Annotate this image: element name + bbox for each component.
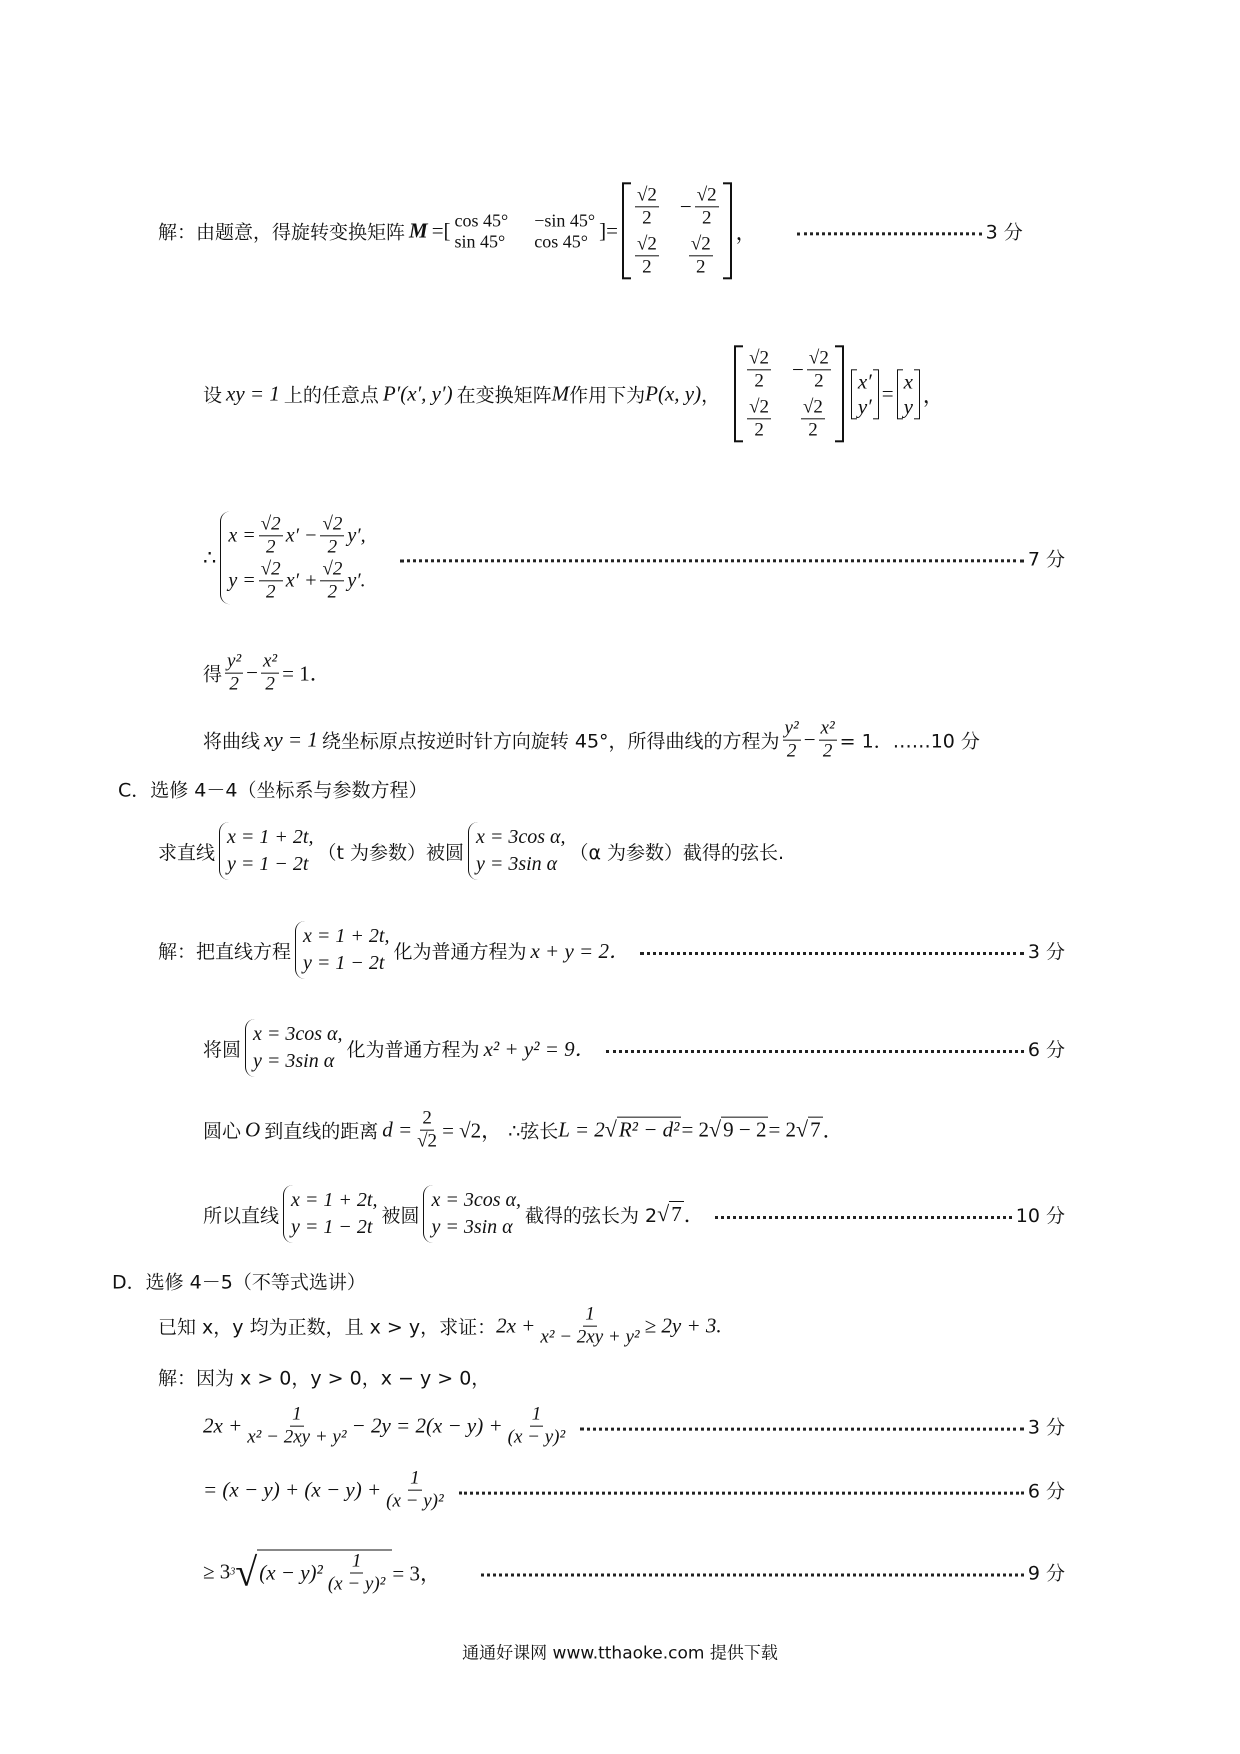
- score: 10 分: [1015, 1204, 1065, 1227]
- math-text: (x − y)²: [327, 1573, 386, 1595]
- radical: [657, 1201, 684, 1227]
- math-text: 2: [229, 673, 239, 695]
- math-text: √2: [808, 347, 829, 369]
- math-text: 2: [696, 255, 706, 277]
- math-text: √2: [690, 233, 711, 254]
- math-text: 到直线的距离: [264, 1120, 379, 1143]
- math-text: y = 3sin α: [431, 1216, 513, 1238]
- math-text: ．: [683, 1203, 705, 1227]
- score: 3 分: [985, 221, 1023, 244]
- math-text: x + y = 2．: [530, 939, 630, 963]
- text: 解：由题意，得旋转变换矩阵: [158, 221, 406, 244]
- math-text: R² − d²: [618, 1118, 680, 1142]
- rotation-matrix-line: [158, 182, 1065, 279]
- math-text: y = 3sin α: [253, 1050, 335, 1072]
- score: 6 分: [1027, 1038, 1065, 1061]
- math-text: x = 3cos α,: [253, 1023, 343, 1045]
- math-text: x =: [228, 524, 256, 547]
- fraction: [819, 718, 837, 763]
- equation-system: [468, 822, 566, 880]
- math-text: [: [443, 218, 451, 243]
- math-text: 2: [265, 536, 276, 558]
- fraction: [747, 347, 771, 392]
- equation-system: [295, 921, 389, 979]
- equals: =: [431, 218, 444, 243]
- math-text: [680, 184, 722, 229]
- math-text: y = 1 − 2t: [227, 853, 309, 875]
- math-text: 9 − 2: [723, 1118, 767, 1142]
- math-text: ]: [599, 218, 607, 243]
- sqrt2-matrix: [622, 182, 732, 279]
- math-text: 圆心: [203, 1120, 242, 1143]
- math-text: 3: [230, 1566, 236, 1578]
- math-text: 2: [822, 740, 833, 762]
- math-text: y =: [228, 568, 256, 591]
- fraction: [683, 233, 719, 278]
- section-d-question: [158, 1304, 722, 1349]
- math-text: =: [881, 381, 894, 406]
- math-text: 7: [810, 1118, 821, 1142]
- math-text: 求直线: [158, 841, 216, 864]
- math-text: 1: [531, 1403, 542, 1425]
- math-text: 将曲线: [203, 730, 261, 753]
- fraction: [415, 1108, 439, 1153]
- sqrt2-matrix: [734, 345, 844, 442]
- section-d-step3: [203, 1468, 1065, 1513]
- math-text: x = 3cos α,: [431, 1189, 521, 1211]
- fraction: [783, 718, 801, 763]
- section-c-title: C．选修 4－4（坐标系与参数方程）: [118, 779, 428, 802]
- math-text: √2: [749, 347, 770, 369]
- section-c-step1: [158, 921, 1065, 979]
- math-text: 2: [701, 207, 712, 229]
- dot-leader: [606, 1050, 1024, 1053]
- math-text: （t 为参数）被圆: [317, 841, 464, 864]
- fraction: [747, 396, 771, 441]
- section-d-title: D．选修 4－5（不等式选讲）: [112, 1271, 366, 1294]
- math-text: (x − y)²: [386, 1490, 444, 1512]
- math-text: M: [551, 381, 570, 406]
- math-text: 截得的弦长为 2: [525, 1204, 658, 1227]
- math-text: cos 45°: [454, 210, 509, 230]
- math-text: −: [679, 194, 692, 219]
- math-text: xy = 1: [264, 727, 318, 752]
- math-text: 7: [671, 1202, 682, 1226]
- fraction: [807, 347, 831, 392]
- math-text: 绕坐标原点按逆时针方向旋转 45°，所得曲线的方程为: [321, 730, 780, 753]
- math-text: y′,: [347, 524, 366, 547]
- math-text: x² − 2xy + y²: [540, 1326, 640, 1348]
- math-text: √2: [636, 233, 657, 254]
- dot-leader: [481, 1574, 1024, 1577]
- math-text: 得: [203, 663, 223, 686]
- math-text: (x − y)²: [507, 1426, 566, 1448]
- math-text: ，: [735, 220, 757, 244]
- math-text: 化为普通方程为: [346, 1038, 480, 1061]
- math-text: y′.: [347, 568, 366, 591]
- score: 3 分: [1027, 940, 1065, 963]
- math-text: y²: [227, 650, 242, 672]
- math-text: −sin 45°: [534, 210, 596, 230]
- math-text: −: [792, 357, 804, 382]
- math-text: y: [903, 394, 913, 418]
- math-text: √2: [260, 558, 281, 579]
- math-text: x′: [857, 369, 872, 393]
- math-text: ∴弦长: [508, 1120, 559, 1143]
- math-text: √2: [260, 513, 281, 535]
- math-text: ．: [822, 1119, 844, 1143]
- math-text: y = 1 − 2t: [303, 952, 385, 974]
- math-text: 在变换矩阵: [456, 384, 552, 407]
- math-text: L = 2: [558, 1117, 605, 1142]
- section-d-step1: 解：因为 x > 0，y > 0，x − y > 0，: [158, 1367, 491, 1390]
- math-text: 2: [265, 673, 275, 695]
- equals: =: [606, 218, 618, 243]
- math-text: 化为普通方程为: [393, 940, 527, 963]
- math-text: √2: [696, 184, 717, 206]
- math-text: = (x − y) + (x − y) +: [203, 1477, 382, 1502]
- section-c-step2: [203, 1019, 1065, 1077]
- math-text: xy = 1: [226, 381, 280, 406]
- math-text: 将圆: [203, 1038, 242, 1061]
- equation-system: [283, 1185, 377, 1243]
- math-text: x = 1 + 2t,: [227, 826, 314, 848]
- math-text: 1: [292, 1403, 302, 1425]
- math-text: 解：把直线方程: [158, 940, 292, 963]
- fraction: [795, 396, 831, 441]
- math-text: O: [245, 1117, 261, 1142]
- math-text: ≥ 3: [203, 1559, 231, 1584]
- math-text: 2: [786, 740, 797, 762]
- math-text: 上的任意点: [283, 384, 379, 407]
- dot-leader: [640, 952, 1024, 955]
- math-text: = 1．: [282, 662, 331, 686]
- math-text: ，: [701, 384, 721, 407]
- fraction: [245, 1404, 348, 1449]
- fraction: [320, 558, 344, 603]
- math-text: − 2y = 2(x − y) +: [351, 1413, 503, 1438]
- math-text: x: [903, 369, 913, 393]
- math-text: 2x +: [496, 1313, 536, 1338]
- fraction: [259, 513, 283, 558]
- math-text: √2: [322, 513, 343, 535]
- radical: [605, 1117, 682, 1143]
- math-text: ≥ 2y + 3.: [644, 1313, 722, 1338]
- math-text: x = 1 + 2t,: [303, 925, 390, 947]
- fraction: [635, 184, 659, 229]
- fraction: [259, 558, 283, 603]
- math-text: −: [803, 727, 816, 752]
- fraction: [384, 1468, 446, 1513]
- math-text: [228, 558, 365, 603]
- math-text: 2: [814, 370, 824, 392]
- system-line: [203, 511, 1065, 604]
- math-text: 已知 x，y 均为正数，且 x > y，求证：: [158, 1316, 497, 1339]
- math-text: √2: [749, 396, 770, 417]
- score: 6 分: [1027, 1480, 1065, 1503]
- fraction: [320, 513, 344, 558]
- fraction: [538, 1304, 641, 1349]
- section-c-question: [158, 822, 784, 880]
- math-text: 2: [754, 418, 764, 440]
- math-text: √: [657, 1201, 670, 1226]
- math-text: 1: [410, 1467, 420, 1489]
- math-text: 2: [265, 580, 276, 602]
- fraction: [225, 651, 243, 696]
- footer-watermark: 通通好课网 www.tthaoke.com 提供下载: [462, 1643, 778, 1664]
- math-text: x²: [263, 650, 278, 672]
- conclusion-line: [203, 718, 980, 763]
- math-text: 1: [351, 1550, 362, 1572]
- math-text: 设: [203, 384, 223, 407]
- equation-system: [220, 511, 365, 604]
- fraction: [635, 233, 659, 278]
- math-text: x² − 2xy + y²: [247, 1426, 347, 1448]
- section-c-step4: [203, 1185, 1065, 1243]
- dot-leader: [715, 1216, 1012, 1219]
- math-text: [257, 1550, 392, 1596]
- math-text: cos 45°: [534, 231, 588, 251]
- math-text: ，: [922, 383, 944, 407]
- math-text: √2: [417, 1130, 438, 1152]
- equation-system: [219, 822, 313, 880]
- math-text: 所以直线: [203, 1204, 280, 1227]
- math-text: y = 1 − 2t: [291, 1216, 373, 1238]
- math-text: 被圆: [381, 1204, 420, 1227]
- score: 9 分: [1027, 1562, 1065, 1585]
- math-text: 2: [808, 418, 818, 440]
- math-text: √2: [322, 558, 343, 579]
- math-text: x² + y² = 9．: [483, 1037, 596, 1061]
- fraction: [326, 1551, 388, 1596]
- xy-vector: [897, 369, 920, 419]
- math-text: x′ +: [285, 568, 318, 591]
- math-text: 2: [642, 207, 652, 229]
- math-text: √: [604, 1117, 617, 1142]
- section-d-step4: [203, 1549, 1065, 1596]
- math-text: y′: [857, 394, 872, 418]
- math-text: x = 1 + 2t,: [291, 1189, 378, 1211]
- math-text: [792, 347, 834, 392]
- dot-leader: [459, 1492, 1024, 1495]
- result-line: [203, 651, 331, 696]
- math-text: √2: [636, 184, 657, 206]
- math-text: 2: [327, 580, 338, 602]
- cos-sin-matrix: [455, 210, 596, 252]
- math-text: y = 3sin α: [475, 853, 558, 875]
- section-c-step3: [203, 1108, 844, 1153]
- dot-leader: [797, 233, 982, 236]
- fraction: [695, 184, 719, 229]
- math-text: = 1．……10 分: [839, 730, 980, 753]
- math-text: √: [796, 1117, 809, 1142]
- math-text: P(x, y): [645, 381, 702, 406]
- math-text: √: [709, 1117, 722, 1142]
- math-text: 2: [422, 1107, 432, 1129]
- transform-line: [203, 345, 944, 442]
- math-text: d =: [382, 1117, 413, 1142]
- radical: [709, 1117, 768, 1143]
- math-text: = 2: [768, 1117, 797, 1142]
- math-text: = √2，: [442, 1119, 503, 1143]
- math-text: x = 3cos α,: [475, 826, 566, 848]
- fraction: [261, 651, 279, 696]
- math-text: 2: [754, 370, 764, 392]
- math-text: 2: [642, 255, 652, 277]
- radical: [796, 1117, 823, 1143]
- dot-leader: [400, 560, 1024, 563]
- math-text: 作用下为: [569, 384, 646, 407]
- math-text: x′ −: [285, 524, 318, 547]
- math-text: −: [246, 660, 258, 685]
- math-text: P′(x′, y′): [382, 381, 453, 406]
- score: 7 分: [1027, 548, 1065, 571]
- math-text: 2x +: [203, 1413, 243, 1438]
- fraction: [506, 1404, 568, 1449]
- math-text: （α 为参数）截得的弦长.: [569, 841, 785, 864]
- math-text: = 2: [681, 1117, 710, 1142]
- primed-vector: [851, 369, 879, 419]
- math-text: x²: [820, 717, 835, 739]
- math-text: y²: [784, 717, 799, 739]
- math-text: = 3，: [392, 1561, 441, 1585]
- math-text: 2: [327, 536, 338, 558]
- matrix-symbol: M: [409, 218, 428, 243]
- math-text: [228, 513, 365, 558]
- math-text: (x − y)²: [259, 1560, 323, 1585]
- section-d-step2: [203, 1404, 1065, 1449]
- dot-leader: [580, 1428, 1024, 1431]
- score: 3 分: [1027, 1416, 1065, 1439]
- math-text: sin 45°: [454, 231, 506, 251]
- math-text: ∴: [203, 545, 217, 570]
- equation-system: [423, 1185, 521, 1243]
- radical: [230, 1549, 392, 1596]
- equation-system: [245, 1019, 343, 1077]
- math-text: 1: [585, 1303, 595, 1325]
- math-text: √: [235, 1549, 258, 1595]
- math-text: √2: [802, 396, 823, 417]
